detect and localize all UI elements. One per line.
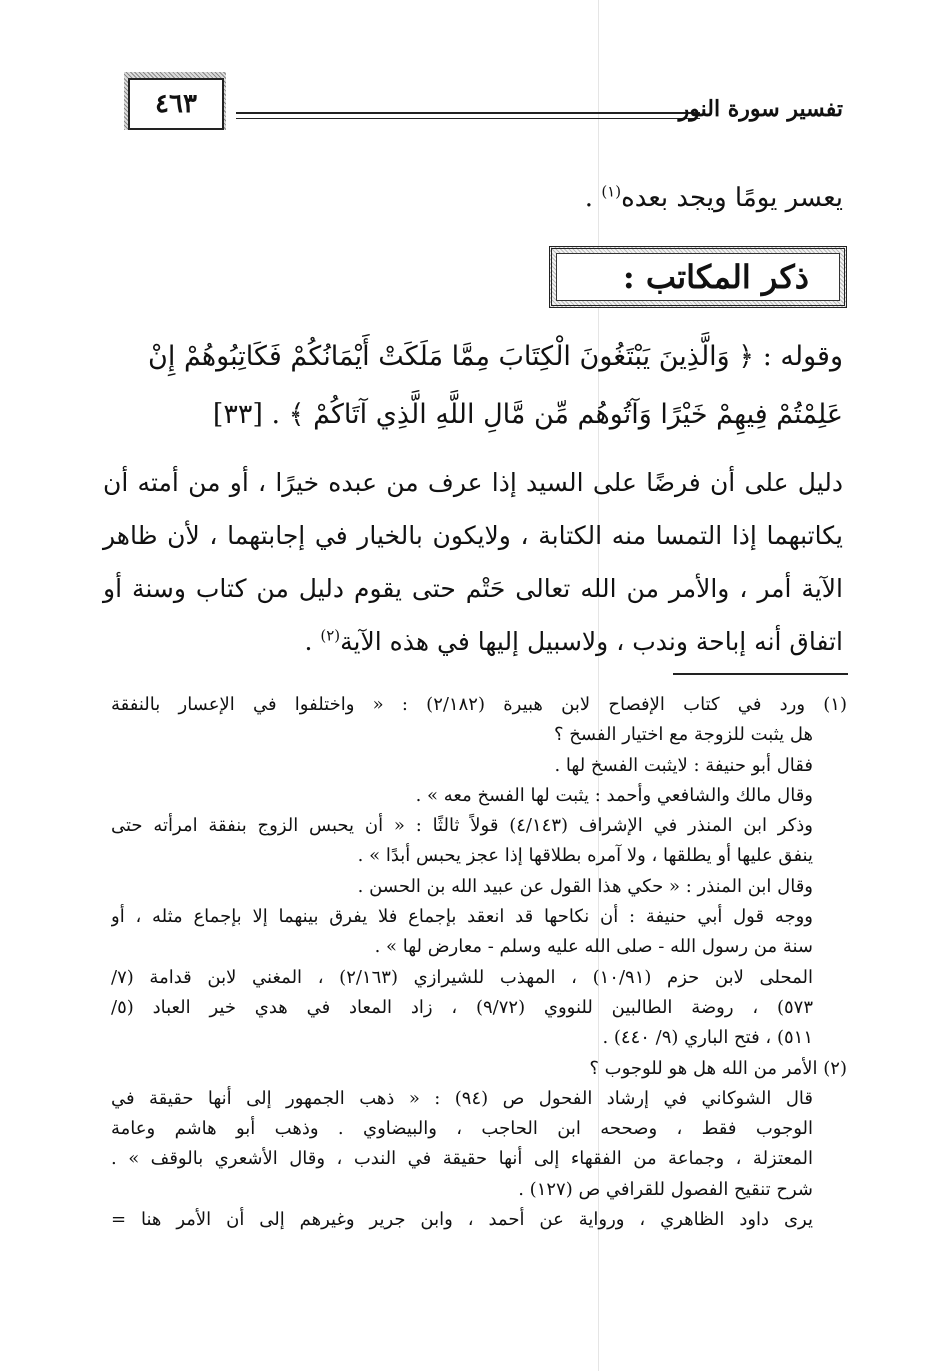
footnote-line: سنة من رسول الله - صلى الله عليه وسلم - معارض لها » . — [374, 936, 813, 958]
footnote-line: ٥٧٣) ، روضة الطالبين للنووي (٩/٧٢) ، زاد المعاد في هدي خير العباد (٥/ — [111, 996, 813, 1018]
footnote-line: ينفق عليها أو يطلقها ، ولا آمره بطلاقها إذا عجز يحبس أبدًا » . — [357, 845, 813, 867]
footnote-line: يرى داود الظاهري ، ورواية عن أحمد ، وابن جرير وغيرهم إلى أن الأمر هنا = — [111, 1209, 813, 1231]
section-heading-frame — [549, 246, 847, 308]
footnote-line: شرح تنقيح الفصول للقرافي ص (١٢٧) . — [518, 1178, 813, 1200]
footnote-line: (٢) الأمر من الله هل هو للوجوب ؟ — [589, 1057, 847, 1079]
opening-line — [113, 183, 843, 213]
footnote-line: قال الشوكاني في إرشاد الفحول ص (٩٤) : « ذهب الجمهور إلى أنها حقيقة في — [111, 1087, 813, 1109]
section-heading: ذكر المكاتب : — [556, 253, 840, 301]
page-number: ٤٦٣ — [128, 78, 224, 130]
paragraph-end: . — [304, 627, 321, 656]
footnote-separator — [673, 673, 848, 675]
footnote-line: وقال ابن المنذر : « حكي هذا القول عن عبيد الله بن الحسن . — [357, 875, 813, 897]
paragraph-text: دليل على أن فرضًا على السيد إذا عرف من عبده خيرًا ، أو من أمته أن يكاتبهما إذا التمسا منه الكتابة ، ولايكون بالخيار في إجابتهما ، لأن ظاهر الآية أمر ، والأمر من الله تعالى حَتْم حتى يقوم دليل من كتاب وسنة أو اتفاق أنه إباحة وندب ، ولاسبيل إليها في هذه الآية — [103, 468, 843, 656]
opening-line-text: يعسر يومًا ويجد بعده — [621, 183, 843, 213]
header-rule — [236, 112, 700, 119]
footnote-line: الوجوب فقط ، وصححه ابن الحاجب ، والبيضاوي . وذهب أبو هاشم وعامة — [111, 1118, 813, 1140]
footnote-line: المحلى لابن حزم (١٠/٩١) ، المهذب للشيرازي (٢/١٦٣) ، المغني لابن قدامة (٧/ — [111, 966, 813, 988]
running-title: تفسير سورة النور — [678, 96, 843, 122]
quran-verse — [103, 328, 843, 444]
footnote-line: وقال مالك والشافعي وأحمد : يثبت لها الفسخ معه » . — [415, 784, 813, 806]
footnote-line: فقال أبو حنيفة : لايثبت الفسخ لها . — [554, 754, 813, 776]
footnote-line: (١) ورد في كتاب الإفصاح لابن هبيرة (٢/١٨٢) : « واختلفوا في الإعسار بالنفقة — [111, 694, 847, 715]
footnote-marker-2: (٢) — [320, 626, 341, 645]
footnote-line: هل يثبت للزوجة مع اختيار الفسخ ؟ — [553, 724, 813, 746]
verse-reference: . [٣٣] — [212, 399, 289, 430]
footnote-marker-1: (١) — [601, 182, 622, 201]
footnote-line: ٥١١) ، فتح الباري (٩/ ٤٤٠) . — [602, 1027, 813, 1049]
verse-intro: وقوله : — [762, 341, 843, 372]
footnote-line: المعتزلة ، وجماعة من الفقهاء إلى أنها حقيقة في الندب ، وقال الأشعري بالوقف » . — [111, 1148, 813, 1170]
footnote-line: وذكر ابن المنذر في الإشراف (٤/١٤٣) قولاً ثالثًا : « أن يحبس الزوج بنفقة امرأته حتى — [111, 815, 813, 837]
commentary-paragraph — [103, 456, 843, 668]
footnote-line: ووجه قول أبي حنيفة : أن نكاحها قد انعقد بإجماع فلا يفرق بينهما إلا بإجماع مثله ، أو — [111, 906, 813, 928]
footnotes — [111, 690, 847, 1235]
opening-line-end: . — [584, 183, 602, 213]
verse-text: ﴿ وَالَّذِينَ يَبْتَغُونَ الْكِتَابَ مِمَّا مَلَكَتْ أَيْمَانُكُمْ فَكَاتِبُوهُمْ إِنْ عَلِمْتُمْ فِيهِمْ خَيْرًا وَآتُوهُم مِّن مَّالِ اللَّهِ الَّذِي آتَاكُمْ ﴾ — [148, 341, 843, 430]
